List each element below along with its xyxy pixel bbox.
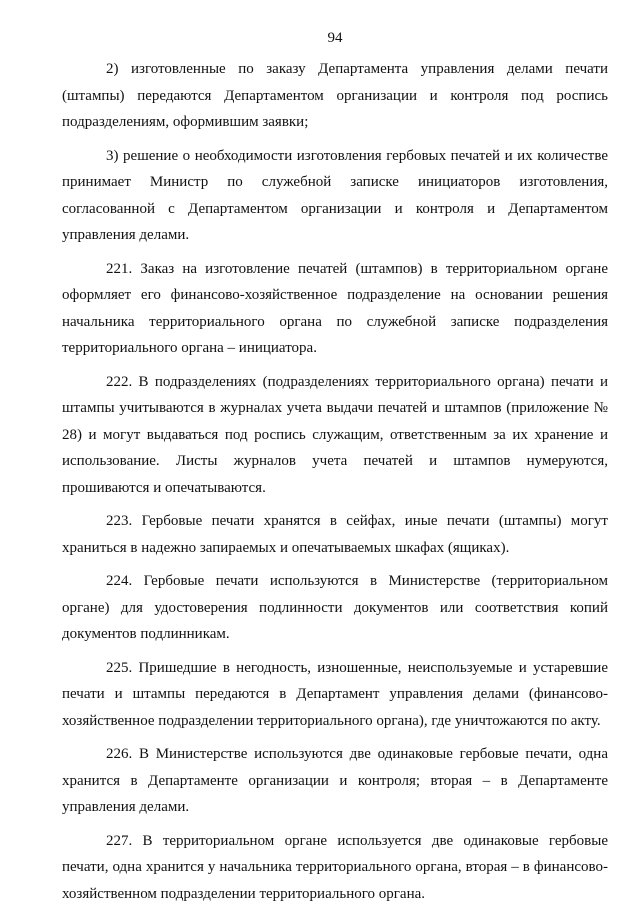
paragraph-225: 225. Пришедшие в негодность, изношенные, неиспользуемые и устаревшие печати и штампы передаются в Департамент управления делами (финансово-хозяйственное подразделении территориального органа), где уничтожаются по акту.: [62, 659, 608, 729]
paragraph-item-3: 3) решение о необходимости изготовления гербовых печатей и их количестве принимает Министр по служебной записке инициаторов изготовления, согласованной с Департаментом организации и контроля и Департаментом управления делами.: [62, 147, 608, 243]
paragraph-227: 227. В территориальном органе используется две одинаковые гербовые печати, одна хранится у начальника территориального органа, вторая – в финансово-хозяйственном подразделении территориального органа.: [62, 832, 608, 902]
paragraph-221: 221. Заказ на изготовление печатей (штампов) в территориальном органе оформляет его финансово-хозяйственное подразделение на основании решения начальника территориального органа по служебной записке подразделения территориального органа – инициатора.: [62, 260, 608, 356]
paragraph-224: 224. Гербовые печати используются в Министерстве (территориальном органе) для удостоверения подлинности документов или соответствия копий документов подлинникам.: [62, 573, 608, 642]
paragraph-item-2: 2) изготовленные по заказу Департамента управления делами печати (штампы) передаются Департаментом организации и контроля под роспись подразделениям, оформившим заявки;: [62, 61, 608, 130]
paragraph-226: 226. В Министерстве используются две одинаковые гербовые печати, одна хранится в Департаменте организации и контроля; вторая – в Департаменте управления делами.: [62, 746, 608, 815]
page-number: 94: [327, 30, 343, 46]
paragraph-223: 223. Гербовые печати хранятся в сейфах, иные печати (штампы) могут храниться в надежно запираемых и опечатываемых шкафах (ящиках).: [62, 513, 608, 556]
paragraph-222: 222. В подразделениях (подразделениях территориального органа) печати и штампы учитываются в журналах учета выдачи печатей и штампов (приложение № 28) и могут выдаваться под роспись служащим, ответственным за их хранение и использование. Листы журналов учета печатей и штампов нумеруются, прошиваются и опечатываются.: [62, 373, 608, 496]
document-page: [62, 28, 608, 914]
